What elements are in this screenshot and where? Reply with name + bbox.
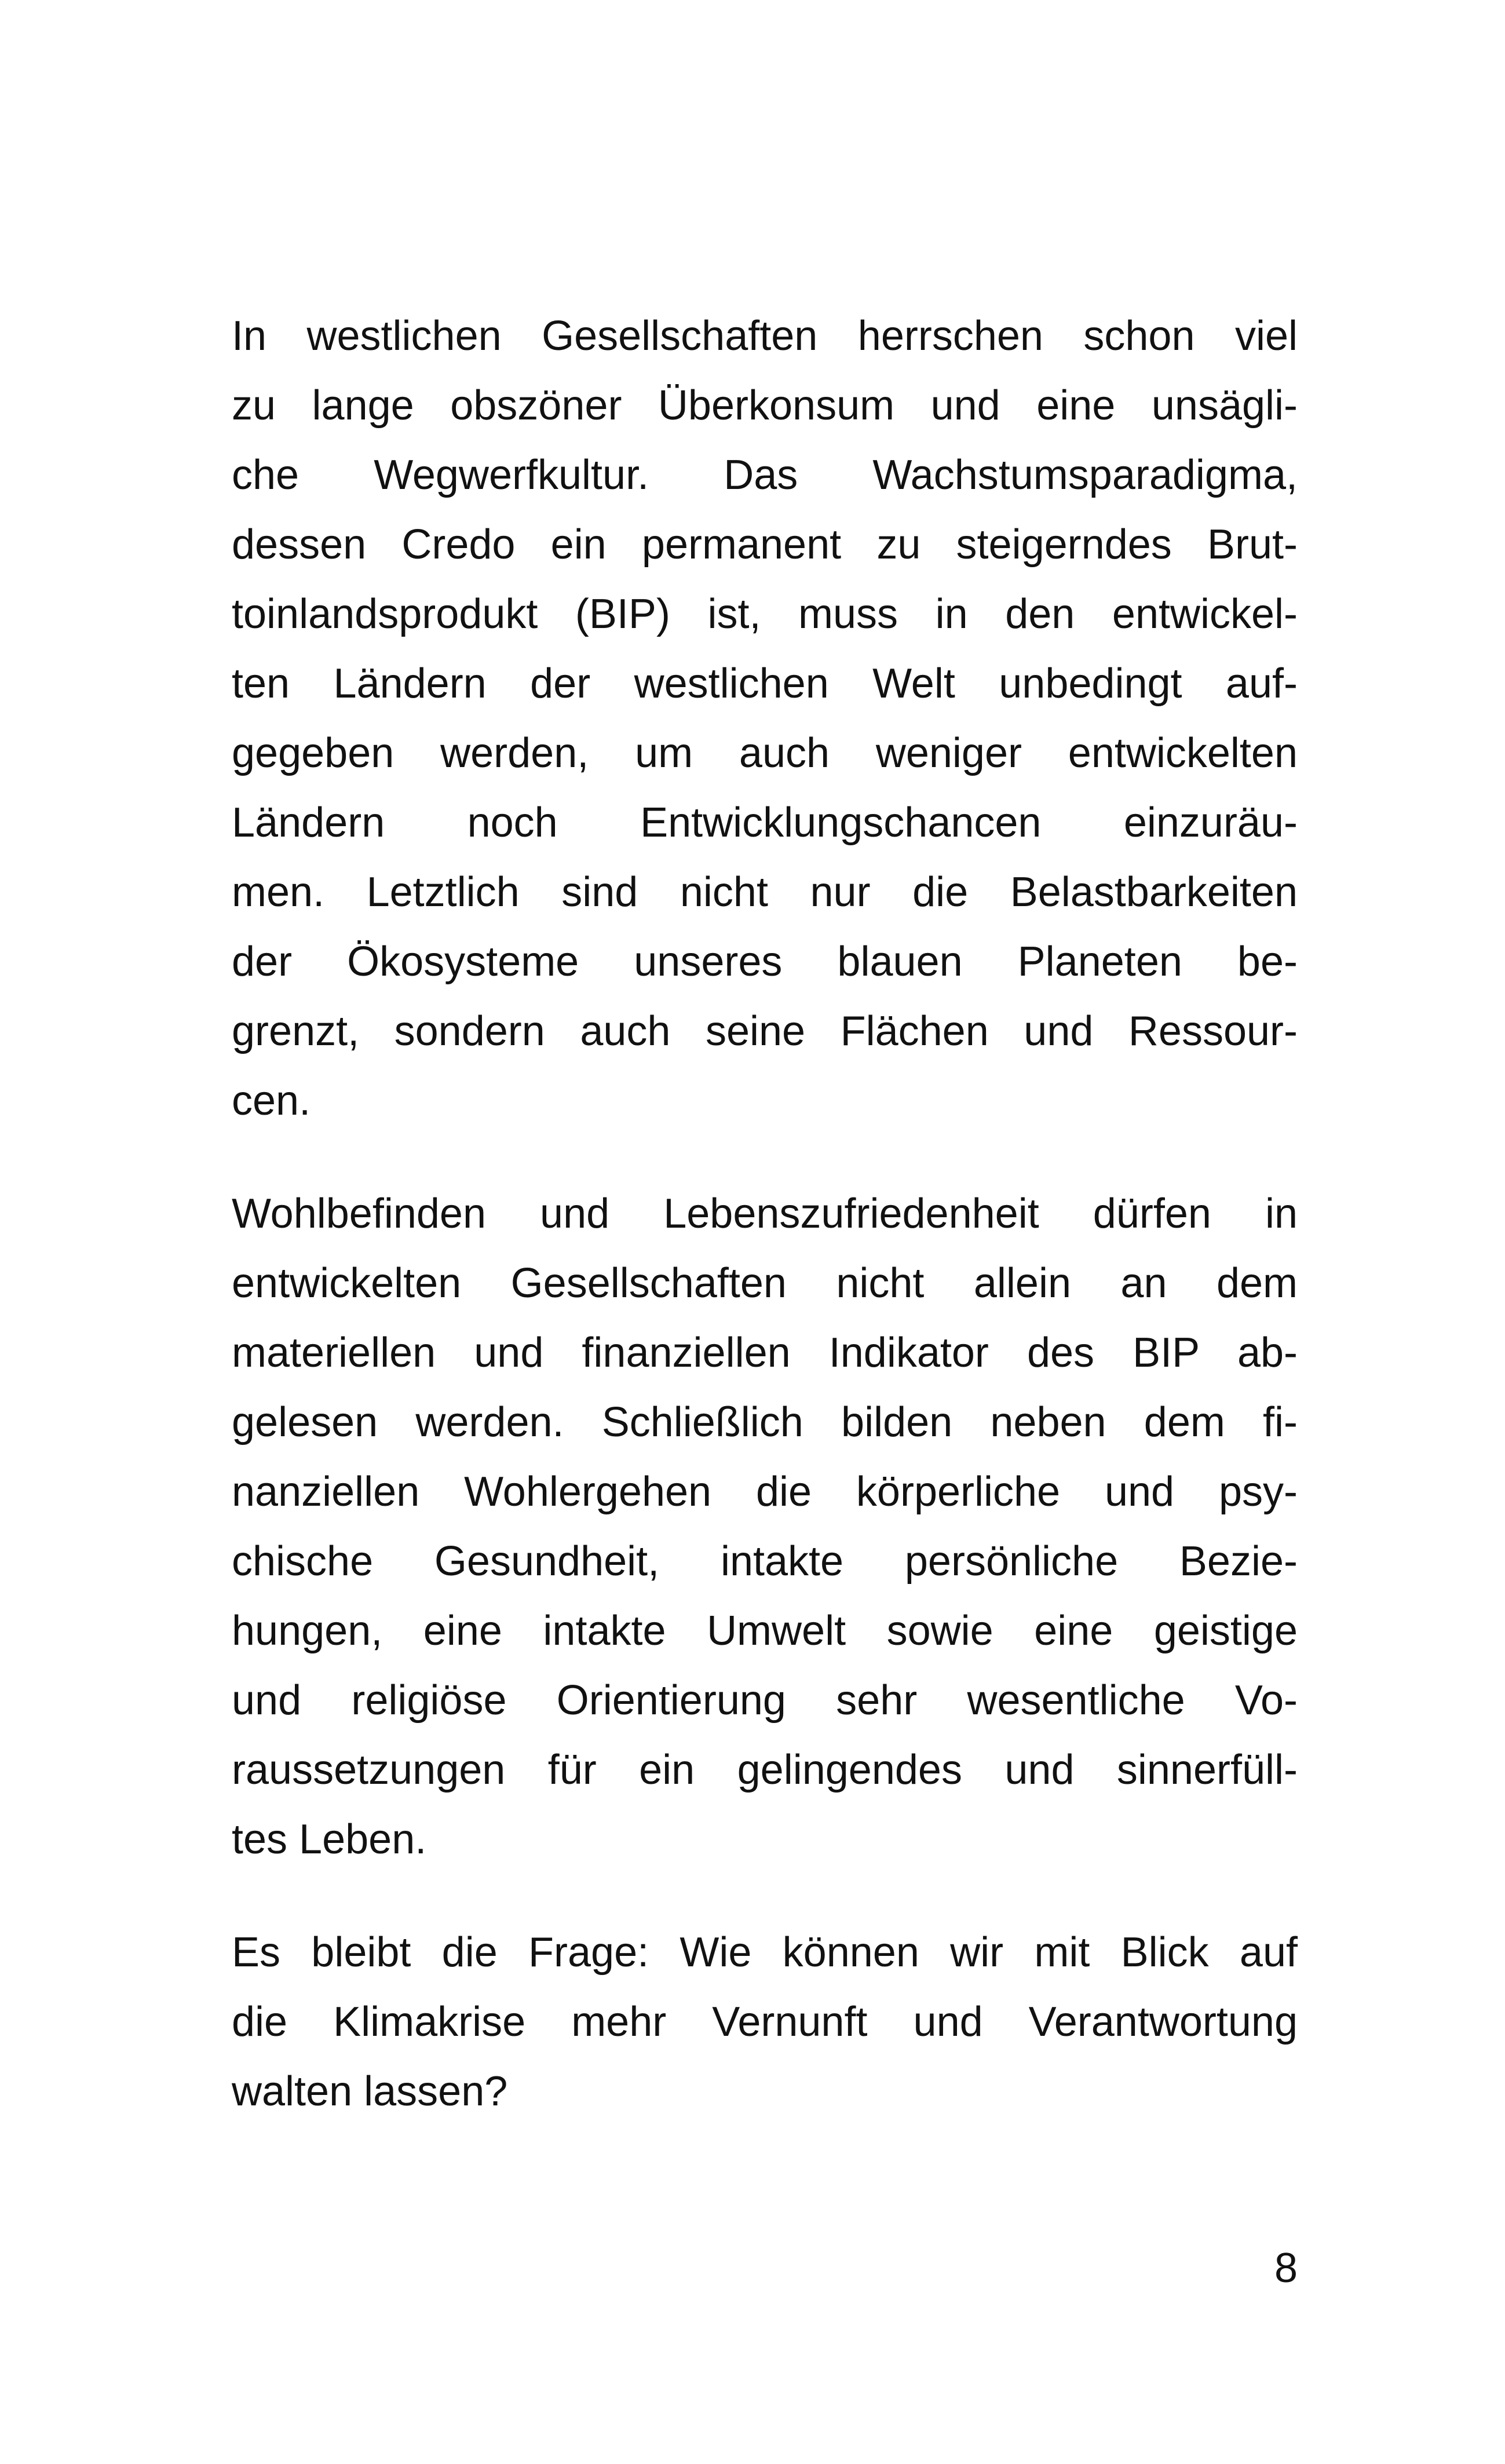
paragraph-wellbeing <box>232 1179 1298 1874</box>
text-line: entwickelten Gesellschaften nicht allein an dem <box>232 1260 1298 1306</box>
paragraph-question <box>232 1918 1298 2126</box>
text-line: ten Ländern der westlichen Welt unbedingt auf- <box>232 660 1298 707</box>
text-line: dessen Credo ein permanent zu steigerndes Brut- <box>232 521 1298 568</box>
text-line: chische Gesundheit, intakte persönliche Bezie- <box>232 1538 1298 1585</box>
text-line: Es bleibt die Frage: Wie können wir mit Blick auf <box>232 1929 1298 1976</box>
page-number: 8 <box>1274 2245 1298 2291</box>
text-line: In westlichen Gesellschaften herrschen schon viel <box>232 313 1298 359</box>
text-line: raussetzungen für ein gelingendes und sinnerfüll- <box>232 1747 1298 1793</box>
text-line: und religiöse Orientierung sehr wesentliche Vo- <box>232 1677 1298 1724</box>
text-line: gelesen werden. Schließlich bilden neben dem fi- <box>232 1399 1298 1445</box>
text-line: materiellen und finanziellen Indikator des BIP ab- <box>232 1330 1298 1376</box>
paragraph-overconsumption <box>232 301 1298 1136</box>
text-line: che Wegwerfkultur. Das Wachstumsparadigma, <box>232 452 1298 498</box>
text-line: Ländern noch Entwicklungschancen einzuräu- <box>232 800 1298 846</box>
text-line: hungen, eine intakte Umwelt sowie eine geistige <box>232 1608 1298 1654</box>
text-line: men. Letztlich sind nicht nur die Belastbarkeiten <box>232 869 1298 915</box>
text-line: cen. <box>232 1078 311 1124</box>
text-line: toinlandsprodukt (BIP) ist, muss in den entwickel- <box>232 591 1298 637</box>
text-line: grenzt, sondern auch seine Flächen und Ressour- <box>232 1008 1298 1054</box>
text-line: gegeben werden, um auch weniger entwickelten <box>232 730 1298 776</box>
text-line: die Klimakrise mehr Vernunft und Verantwortung <box>232 1999 1298 2045</box>
text-line: nanziellen Wohlergehen die körperliche und psy- <box>232 1469 1298 1515</box>
text-line: der Ökosysteme unseres blauen Planeten be- <box>232 939 1298 985</box>
text-line: zu lange obszöner Überkonsum und eine unsägli- <box>232 382 1298 429</box>
text-line: tes Leben. <box>232 1816 427 1863</box>
text-line: Wohlbefinden und Lebenszufriedenheit dürfen in <box>232 1191 1298 1237</box>
text-line: walten lassen? <box>232 2068 508 2115</box>
